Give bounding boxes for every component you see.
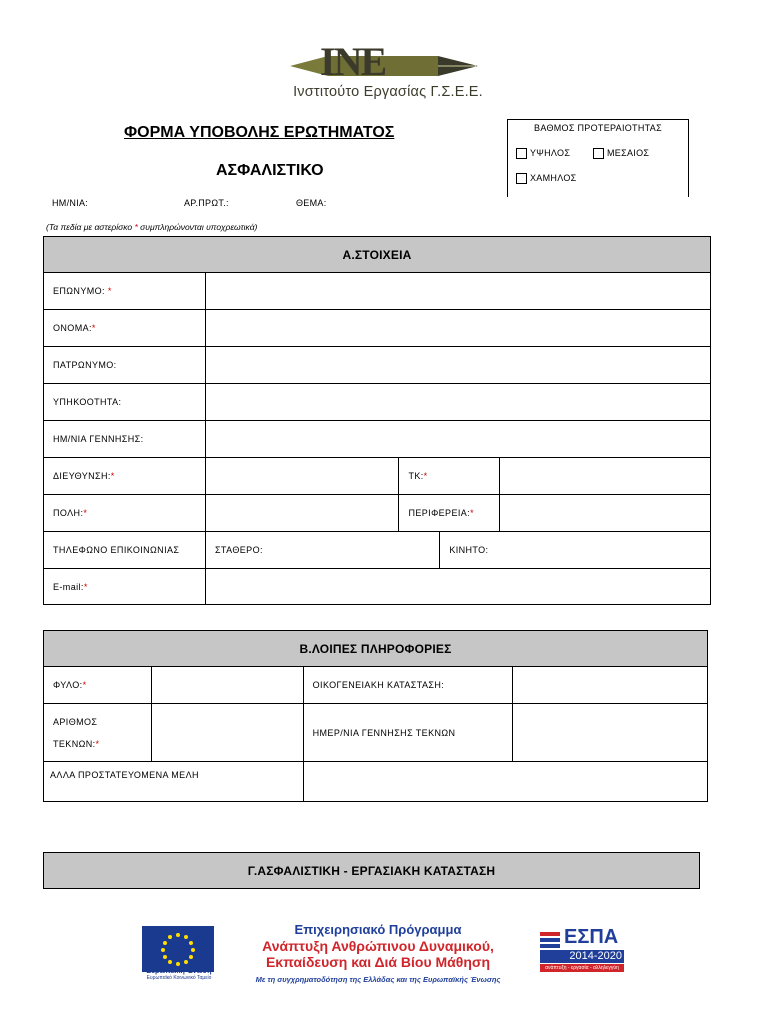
citizenship-label: ΥΠΗΚΟΟΤΗΤΑ: xyxy=(44,384,206,421)
priority-high-checkbox[interactable] xyxy=(516,148,527,159)
gender-label: ΦΥΛΟ:* xyxy=(44,667,152,704)
form-subtitle: ΑΣΦΑΛΙΣΤΙΚΟ xyxy=(216,162,324,179)
citizenship-field[interactable] xyxy=(205,384,710,421)
zip-field[interactable] xyxy=(499,458,710,495)
mobile-label: ΚΙΝΗΤΟ: xyxy=(449,545,489,555)
dependents-field[interactable] xyxy=(303,762,707,802)
zip-label: ΤΚ:* xyxy=(399,458,499,495)
marital-status-field[interactable] xyxy=(513,667,708,704)
required-note: (Τα πεδία με αστερίσκο * συμπληρώνονται υποχρεωτικά) xyxy=(46,222,258,232)
priority-high-label: ΥΨΗΛΟΣ xyxy=(530,148,571,158)
phone-label: ΤΗΛΕΦΩΝΟ ΕΠΙΚΟΙΝΩΝΙΑΣ xyxy=(44,532,206,569)
section-b-header: Β.ΛΟΙΠΕΣ ΠΛΗΡΟΦΟΡΙΕΣ xyxy=(44,631,708,667)
gender-field[interactable] xyxy=(151,667,303,704)
dependents-label: ΑΛΛΑ ΠΡΟΣΤΑΤΕΥΟΜΕΝΑ ΜΕΛΗ xyxy=(44,762,304,802)
surname-field[interactable] xyxy=(205,273,710,310)
children-count-label: ΑΡΙΘΜΟΣ ΤΕΚΝΩΝ:* xyxy=(44,704,152,762)
father-name-field[interactable] xyxy=(205,347,710,384)
subject-label: ΘΕΜΑ: xyxy=(296,198,327,208)
espa-label: ΕΣΠΑ xyxy=(564,926,619,948)
eu-stars-icon xyxy=(142,926,214,972)
name-field[interactable] xyxy=(205,310,710,347)
priority-medium-label: ΜΕΣΑΙΟΣ xyxy=(607,148,650,158)
section-a-header: Α.ΣΤΟΙΧΕΙΑ xyxy=(44,237,711,273)
eu-label: Ευρωπαϊκή Ένωση Ευρωπαϊκό Κοινωνικό Ταμείο xyxy=(146,968,212,981)
date-label: ΗΜ/ΝΙΑ: xyxy=(52,198,89,208)
priority-box xyxy=(507,119,689,197)
protocol-label: ΑΡ.ΠΡΩΤ.: xyxy=(184,198,229,208)
cofinance-note: Με τη συγχρηματοδότηση της Ελλάδας και της Ευρωπαϊκής Ένωσης xyxy=(255,975,501,984)
birthdate-field[interactable] xyxy=(205,421,710,458)
email-label: E-mail:* xyxy=(44,569,206,605)
children-dob-label: ΗΜΕΡ/ΝΙΑ ΓΕΝΝΗΣΗΣ ΤΕΚΝΩΝ xyxy=(303,704,513,762)
birthdate-label: ΗΜ/ΝΙΑ ΓΕΝΝΗΣΗΣ: xyxy=(44,421,206,458)
father-name-label: ΠΑΤΡΩΝΥΜΟ: xyxy=(44,347,206,384)
region-field[interactable] xyxy=(499,495,710,532)
form-title: ΦΟΡΜΑ ΥΠΟΒΟΛΗΣ ΕΡΩΤΗΜΑΤΟΣ xyxy=(124,124,395,141)
address-label: ΔΙΕΥΘΥΝΣΗ:* xyxy=(44,458,206,495)
priority-medium-checkbox[interactable] xyxy=(593,148,604,159)
city-field[interactable] xyxy=(205,495,399,532)
fountain-pen-icon xyxy=(288,44,488,84)
eu-flag-icon xyxy=(142,926,214,972)
email-field[interactable] xyxy=(205,569,710,605)
surname-label: ΕΠΩΝΥΜΟ: * xyxy=(44,273,206,310)
priority-title: ΒΑΘΜΟΣ ΠΡΟΤΕΡΑΙΟΤΗΤΑΣ xyxy=(534,123,662,133)
mobile-field[interactable] xyxy=(440,532,711,569)
landline-label: ΣΤΑΘΕΡΟ: xyxy=(214,545,263,555)
espa-logo xyxy=(540,928,626,974)
program-line2: Ανάπτυξη Ανθρώπινου Δυναμικού, xyxy=(262,938,494,954)
city-label: ΠΟΛΗ:* xyxy=(44,495,206,532)
program-title: Επιχειρησιακό Πρόγραμμα xyxy=(294,922,462,937)
marital-status-label: ΟΙΚΟΓΕΝΕΙΑΚΗ ΚΑΤΑΣΤΑΣΗ: xyxy=(303,667,513,704)
priority-low-checkbox[interactable] xyxy=(516,173,527,184)
children-dob-field[interactable] xyxy=(513,704,708,762)
address-field[interactable] xyxy=(205,458,399,495)
priority-low-label: ΧΑΜΗΛΟΣ xyxy=(530,173,577,183)
logo-subtitle: Ινστιτούτο Εργασίας Γ.Σ.Ε.Ε. xyxy=(293,84,483,100)
region-label: ΠΕΡΙΦΕΡΕΙΑ:* xyxy=(399,495,499,532)
espa-motto: ανάπτυξη - εργασία - αλληλεγγύη xyxy=(540,964,624,972)
program-line3: Εκπαίδευση και Διά Βίου Μάθηση xyxy=(265,954,491,970)
section-c-table xyxy=(43,852,700,889)
section-b-table xyxy=(43,630,708,802)
ine-logo xyxy=(288,39,488,104)
landline-field[interactable] xyxy=(205,532,439,569)
section-c-header: Γ.ΑΣΦΑΛΙΣΤΙΚΗ - ΕΡΓΑΣΙΑΚΗ ΚΑΤΑΣΤΑΣΗ xyxy=(44,853,700,889)
section-a-table xyxy=(43,236,711,605)
espa-years: 2014-2020 xyxy=(540,950,624,963)
children-count-field[interactable] xyxy=(151,704,303,762)
logo-letters: INE xyxy=(320,39,386,84)
espa-stripes-icon xyxy=(540,930,560,950)
name-label: ΟΝΟΜΑ:* xyxy=(44,310,206,347)
